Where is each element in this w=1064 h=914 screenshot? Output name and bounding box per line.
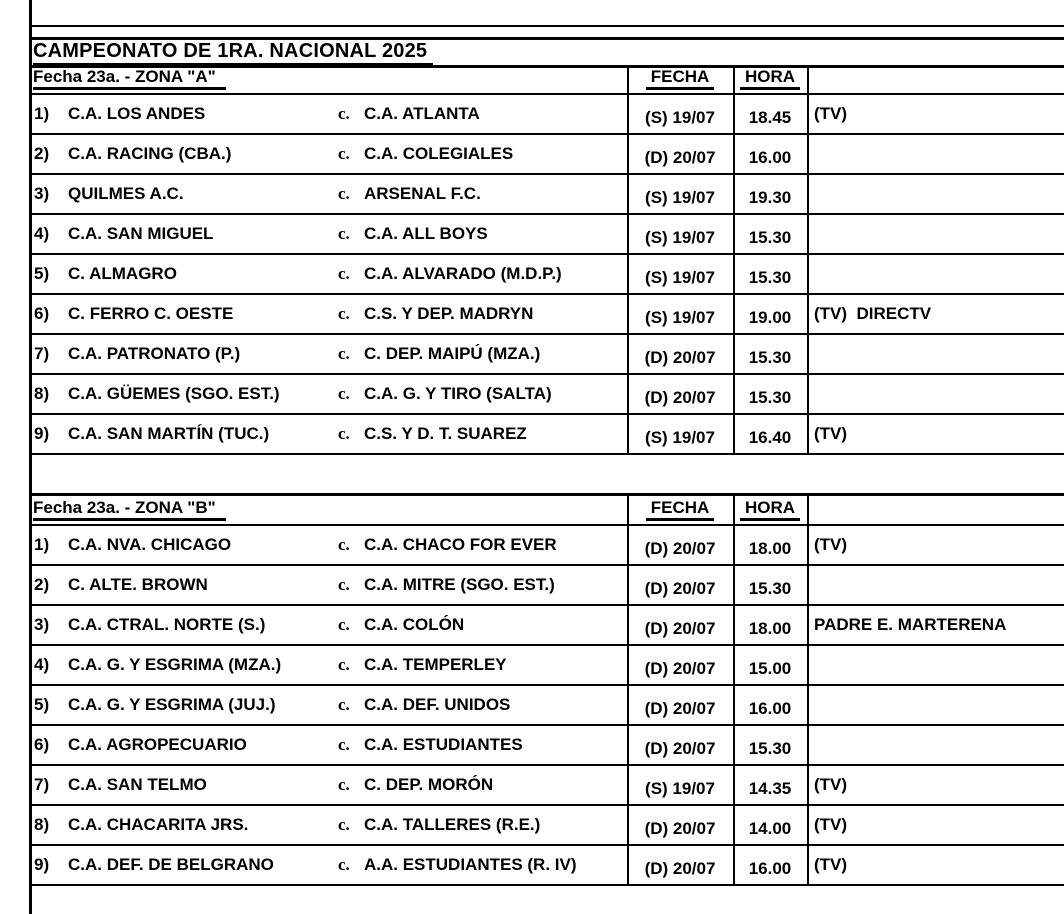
match-number: 9) xyxy=(34,424,50,443)
versus-label: c. xyxy=(338,775,350,794)
hora-header-label: HORA xyxy=(740,67,800,90)
away-team: C.S. Y DEP. MADRYN xyxy=(364,304,534,323)
match-number: 6) xyxy=(34,304,50,323)
match-date: (D) 20/07 xyxy=(644,859,716,878)
match-number: 4) xyxy=(34,655,50,674)
match-row xyxy=(29,415,1064,455)
versus-label: c. xyxy=(338,424,350,443)
versus-label: c. xyxy=(338,104,350,123)
away-team: C.A. CHACO FOR EVER xyxy=(364,535,557,554)
match-number: 7) xyxy=(34,775,50,794)
match-date: (D) 20/07 xyxy=(644,539,716,558)
zone-b-label: Fecha 23a. - ZONA "B" xyxy=(33,498,226,521)
match-note: (TV) xyxy=(814,775,848,794)
home-team: C.A. RACING (CBA.) xyxy=(68,144,232,163)
home-team: C.A. G. Y ESGRIMA (MZA.) xyxy=(68,655,282,674)
match-row xyxy=(29,295,1064,335)
home-team: C.A. AGROPECUARIO xyxy=(68,735,247,754)
home-team: C.A. CTRAL. NORTE (S.) xyxy=(68,615,266,634)
versus-label: c. xyxy=(338,304,350,323)
match-row xyxy=(29,175,1064,215)
zone-b-table xyxy=(29,493,1064,886)
match-note: (TV) xyxy=(814,815,848,834)
away-team: C.A. TEMPERLEY xyxy=(364,655,507,674)
match-date: (S) 19/07 xyxy=(645,108,715,127)
match-number: 8) xyxy=(34,815,50,834)
home-team: C. ALMAGRO xyxy=(68,264,177,283)
match-date: (S) 19/07 xyxy=(645,308,715,327)
match-number: 6) xyxy=(34,735,50,754)
match-time: 16.40 xyxy=(748,428,792,447)
match-number: 5) xyxy=(34,695,50,714)
match-row xyxy=(29,686,1064,726)
home-team: C. FERRO C. OESTE xyxy=(68,304,234,323)
away-team: C.A. MITRE (SGO. EST.) xyxy=(364,575,555,594)
home-team: C. ALTE. BROWN xyxy=(68,575,208,594)
home-team: C.A. SAN MIGUEL xyxy=(68,224,214,243)
match-date: (S) 19/07 xyxy=(645,188,715,207)
away-team: C. DEP. MAIPÚ (MZA.) xyxy=(364,344,541,363)
match-time: 15.30 xyxy=(748,388,792,407)
home-team: C.A. CHACARITA JRS. xyxy=(68,815,249,834)
top-grid-line xyxy=(29,25,1064,27)
versus-label: c. xyxy=(338,815,350,834)
match-time: 14.35 xyxy=(748,779,792,798)
versus-label: c. xyxy=(338,615,350,634)
zone-a-header-row xyxy=(29,68,1064,95)
fecha-header-label: FECHA xyxy=(646,498,715,521)
versus-label: c. xyxy=(338,184,350,203)
zone-a-table xyxy=(29,65,1064,455)
match-date: (D) 20/07 xyxy=(644,659,716,678)
match-time: 15.30 xyxy=(748,268,792,287)
away-team: ARSENAL F.C. xyxy=(364,184,481,203)
match-time: 18.00 xyxy=(748,619,792,638)
versus-label: c. xyxy=(338,224,350,243)
versus-label: c. xyxy=(338,655,350,674)
match-note: (TV) xyxy=(814,104,848,123)
hora-header-label: HORA xyxy=(740,498,800,521)
match-row xyxy=(29,846,1064,886)
match-time: 16.00 xyxy=(748,699,792,718)
match-time: 18.00 xyxy=(748,539,792,558)
match-number: 4) xyxy=(34,224,50,243)
match-row xyxy=(29,726,1064,766)
hora-column-header xyxy=(733,498,807,521)
fecha-column-header xyxy=(627,67,733,90)
match-date: (D) 20/07 xyxy=(644,579,716,598)
match-number: 5) xyxy=(34,264,50,283)
versus-label: c. xyxy=(338,344,350,363)
match-number: 3) xyxy=(34,615,50,634)
match-row xyxy=(29,335,1064,375)
versus-label: c. xyxy=(338,735,350,754)
versus-label: c. xyxy=(338,144,350,163)
versus-label: c. xyxy=(338,264,350,283)
match-date: (D) 20/07 xyxy=(644,699,716,718)
match-date: (S) 19/07 xyxy=(645,428,715,447)
match-row xyxy=(29,135,1064,175)
match-time: 19.30 xyxy=(748,188,792,207)
match-time: 15.30 xyxy=(748,579,792,598)
match-date: (D) 20/07 xyxy=(644,619,716,638)
match-time: 16.00 xyxy=(748,148,792,167)
match-time: 18.45 xyxy=(748,108,792,127)
away-team: C.A. DEF. UNIDOS xyxy=(364,695,511,714)
versus-label: c. xyxy=(338,855,350,874)
hora-column-header xyxy=(733,67,807,90)
match-number: 9) xyxy=(34,855,50,874)
match-number: 1) xyxy=(34,535,50,554)
away-team: C.S. Y D. T. SUAREZ xyxy=(364,424,527,443)
zone-a-label: Fecha 23a. - ZONA "A" xyxy=(33,67,226,90)
fecha-header-label: FECHA xyxy=(646,67,715,90)
match-note: (TV) DIRECTV xyxy=(814,304,932,323)
away-team: C.A. ALVARADO (M.D.P.) xyxy=(364,264,562,283)
zone-b-header-row xyxy=(29,496,1064,526)
match-time: 15.30 xyxy=(748,228,792,247)
match-row xyxy=(29,606,1064,646)
match-number: 2) xyxy=(34,575,50,594)
home-team: C.A. SAN MARTÍN (TUC.) xyxy=(68,424,270,443)
match-note: (TV) xyxy=(814,535,848,554)
match-time: 19.00 xyxy=(748,308,792,327)
match-time: 15.30 xyxy=(748,348,792,367)
versus-label: c. xyxy=(338,384,350,403)
match-row xyxy=(29,566,1064,606)
match-note: PADRE E. MARTERENA xyxy=(814,615,1007,634)
match-date: (D) 20/07 xyxy=(644,348,716,367)
versus-label: c. xyxy=(338,575,350,594)
match-time: 15.00 xyxy=(748,659,792,678)
away-team: C.A. ALL BOYS xyxy=(364,224,488,243)
match-date: (D) 20/07 xyxy=(644,739,716,758)
match-number: 2) xyxy=(34,144,50,163)
match-row xyxy=(29,526,1064,566)
match-date: (D) 20/07 xyxy=(644,388,716,407)
match-row xyxy=(29,215,1064,255)
away-team: C.A. COLEGIALES xyxy=(364,144,514,163)
away-team: C. DEP. MORÓN xyxy=(364,775,494,794)
match-number: 1) xyxy=(34,104,50,123)
away-team: A.A. ESTUDIANTES (R. IV) xyxy=(364,855,577,874)
home-team: C.A. PATRONATO (P.) xyxy=(68,344,241,363)
match-row xyxy=(29,806,1064,846)
match-row xyxy=(29,95,1064,135)
away-team: C.A. COLÓN xyxy=(364,615,465,634)
title-row xyxy=(29,40,1064,65)
home-team: C.A. LOS ANDES xyxy=(68,104,206,123)
away-team: C.A. G. Y TIRO (SALTA) xyxy=(364,384,552,403)
match-time: 16.00 xyxy=(748,859,792,878)
match-date: (S) 19/07 xyxy=(645,228,715,247)
home-team: C.A. GÜEMES (SGO. EST.) xyxy=(68,384,280,403)
match-date: (D) 20/07 xyxy=(644,148,716,167)
match-row xyxy=(29,255,1064,295)
page-title: CAMPEONATO DE 1RA. NACIONAL 2025 xyxy=(33,40,433,66)
match-date: (D) 20/07 xyxy=(644,819,716,838)
match-note: (TV) xyxy=(814,424,848,443)
match-date: (S) 19/07 xyxy=(645,779,715,798)
away-team: C.A. TALLERES (R.E.) xyxy=(364,815,541,834)
home-team: C.A. DEF. DE BELGRANO xyxy=(68,855,274,874)
versus-label: c. xyxy=(338,535,350,554)
match-row xyxy=(29,375,1064,415)
match-number: 7) xyxy=(34,344,50,363)
home-team: C.A. SAN TELMO xyxy=(68,775,207,794)
match-number: 8) xyxy=(34,384,50,403)
match-note: (TV) xyxy=(814,855,848,874)
match-row xyxy=(29,766,1064,806)
match-row xyxy=(29,646,1064,686)
home-team: C.A. NVA. CHICAGO xyxy=(68,535,232,554)
match-number: 3) xyxy=(34,184,50,203)
home-team: C.A. G. Y ESGRIMA (JUJ.) xyxy=(68,695,276,714)
fecha-column-header xyxy=(627,498,733,521)
match-date: (S) 19/07 xyxy=(645,268,715,287)
away-team: C.A. ATLANTA xyxy=(364,104,480,123)
match-time: 15.30 xyxy=(748,739,792,758)
home-team: QUILMES A.C. xyxy=(68,184,184,203)
match-time: 14.00 xyxy=(748,819,792,838)
away-team: C.A. ESTUDIANTES xyxy=(364,735,523,754)
versus-label: c. xyxy=(338,695,350,714)
